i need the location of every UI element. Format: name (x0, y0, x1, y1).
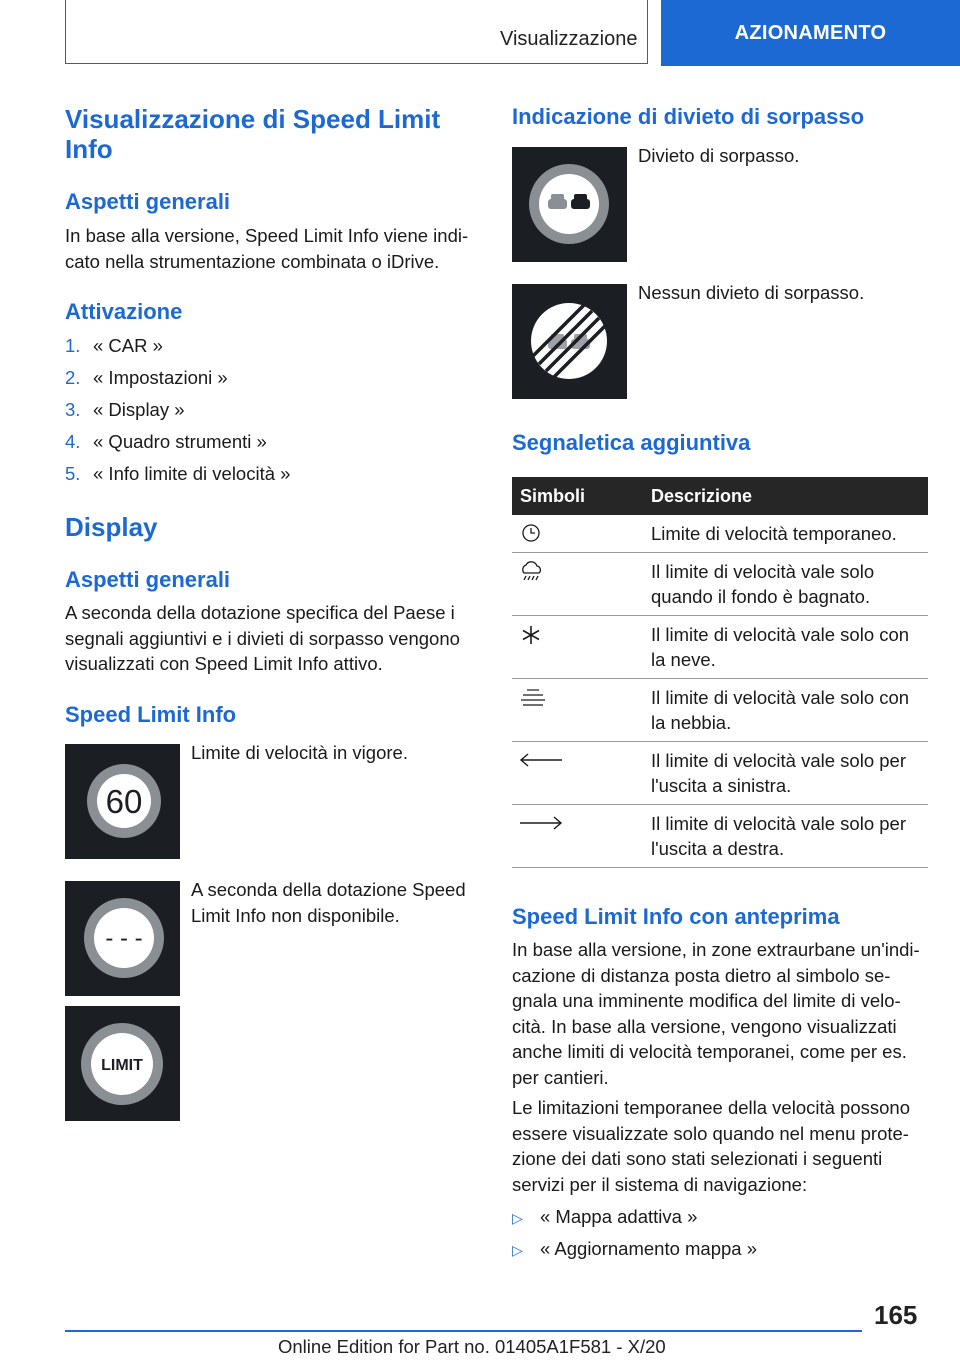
heading-overtaking: Indicazione di divieto di sorpasso (512, 104, 865, 129)
table-row (512, 553, 928, 616)
row-description: Il limite di velocità vale solo con la nebbia. (649, 679, 928, 742)
header-section-title: Visualizzazione (500, 28, 638, 50)
table-row (512, 742, 928, 805)
row-description: Il limite di velocità vale solo con la neve. (649, 616, 928, 679)
heading-display: Display (65, 512, 158, 542)
additional-signs-table (512, 477, 928, 868)
end-no-overtaking-sign-image (512, 284, 627, 399)
activation-step (65, 365, 228, 391)
step-text: « Info limite di velocità » (93, 463, 291, 484)
step-text: « Display » (93, 399, 185, 420)
sign-limit-value: LIMIT (101, 1057, 143, 1074)
activation-step (65, 397, 185, 423)
list-item (512, 1236, 757, 1264)
col-symbols: Simboli (512, 477, 649, 515)
page-number: 165 (874, 1300, 918, 1330)
end-no-overtaking-icon (512, 284, 627, 399)
row-description: Il limite di velocità vale solo per l'uscita a destra. (649, 805, 928, 868)
step-number: 5. (65, 463, 81, 484)
page-title: Visualizzazione di Speed Limit Info (65, 104, 441, 164)
heading-activation: Attivazione (65, 299, 183, 324)
activation-step (65, 429, 267, 455)
no-overtaking-icon (512, 147, 627, 262)
triangle-bullet-icon: ▷ (512, 1242, 523, 1258)
table-row (512, 515, 928, 553)
no-overtaking-text: Divieto di sorpasso. (638, 145, 800, 166)
not-available-text: A seconda della dotazione Speed Limit Info non disponibile. (191, 879, 466, 926)
table-header-row (512, 477, 928, 515)
no-overtaking-sign-image (512, 147, 627, 262)
arrow-left-icon (518, 750, 564, 770)
display-text: A seconda della dotazione specifica del Paese i segnali aggiuntivi e i divieti di sorpasso vengono visualizzati con Speed Limit Info attivo. (65, 602, 460, 674)
heading-display-general: Aspetti generali (65, 567, 231, 592)
limit-sign-icon (65, 1006, 180, 1121)
arrow-right-icon (518, 813, 564, 833)
activation-step (65, 333, 163, 359)
end-no-overtaking-text: Nessun divieto di sorpasso. (638, 282, 865, 303)
current-limit-text: Limite di velocità in vigore. (191, 742, 408, 763)
general-text: In base alla versione, Speed Limit Info viene indi-cato nella strumentazione combinata o iDrive. (65, 225, 469, 272)
fog-icon (518, 687, 548, 709)
rain-icon (518, 561, 544, 583)
step-number: 1. (65, 335, 81, 356)
heading-general: Aspetti generali (65, 189, 231, 214)
row-description: Il limite di velocità vale solo quando il fondo è bagnato. (649, 553, 928, 616)
activation-step (65, 461, 290, 487)
speed-sign-na-image (65, 881, 180, 996)
step-text: « Impostazioni » (93, 367, 228, 388)
list-item (512, 1204, 697, 1232)
table-row (512, 805, 928, 868)
heading-preview: Speed Limit Info con anteprima (512, 904, 840, 929)
speed-limit-sign-icon (65, 744, 180, 859)
heading-additional-signs: Segnaletica aggiuntiva (512, 430, 751, 455)
table-row (512, 679, 928, 742)
limit-sign-image (65, 1006, 180, 1121)
footer-divider (65, 1330, 862, 1332)
sign-speed-value: 60 (105, 783, 143, 820)
step-number: 4. (65, 431, 81, 452)
footer-edition: Online Edition for Part no. 01405A1F581 - X/20 (278, 1336, 666, 1357)
triangle-bullet-icon: ▷ (512, 1210, 523, 1226)
no-data-sign-icon (65, 881, 180, 996)
col-description: Descrizione (649, 477, 928, 515)
tab-azionamento[interactable]: AZIONAMENTO (661, 0, 960, 66)
step-number: 2. (65, 367, 81, 388)
step-text: « CAR » (93, 335, 163, 356)
snowflake-icon (518, 624, 544, 646)
preview-paragraph-2: Le limitazioni temporanee della velocità possono essere visualizzate solo quando nel menu prote-zione dei dati sono stati selezionati i seguenti servizi per il sistema di navigazione: (512, 1097, 910, 1195)
speed-sign-60-image (65, 744, 180, 859)
sign-na-value: - - - (105, 925, 143, 952)
heading-speed-limit-info: Speed Limit Info (65, 702, 237, 727)
clock-icon (518, 523, 544, 543)
bullet-text: « Mappa adattiva » (540, 1206, 698, 1227)
table-row (512, 616, 928, 679)
step-text: « Quadro strumenti » (93, 431, 267, 452)
preview-paragraph-1: In base alla versione, in zone extraurbane un'indi-cazione di distanza posta dietro al simbolo se-gnala una imminente modifica del limite di velo-cità. In base alla versione, vengono visualizzati anche limiti di velocità temporanei, come per es. per cantieri. (512, 939, 920, 1088)
row-description: Limite di velocità temporaneo. (649, 515, 928, 553)
bullet-text: « Aggiornamento mappa » (540, 1238, 758, 1259)
row-description: Il limite di velocità vale solo per l'uscita a sinistra. (649, 742, 928, 805)
step-number: 3. (65, 399, 81, 420)
